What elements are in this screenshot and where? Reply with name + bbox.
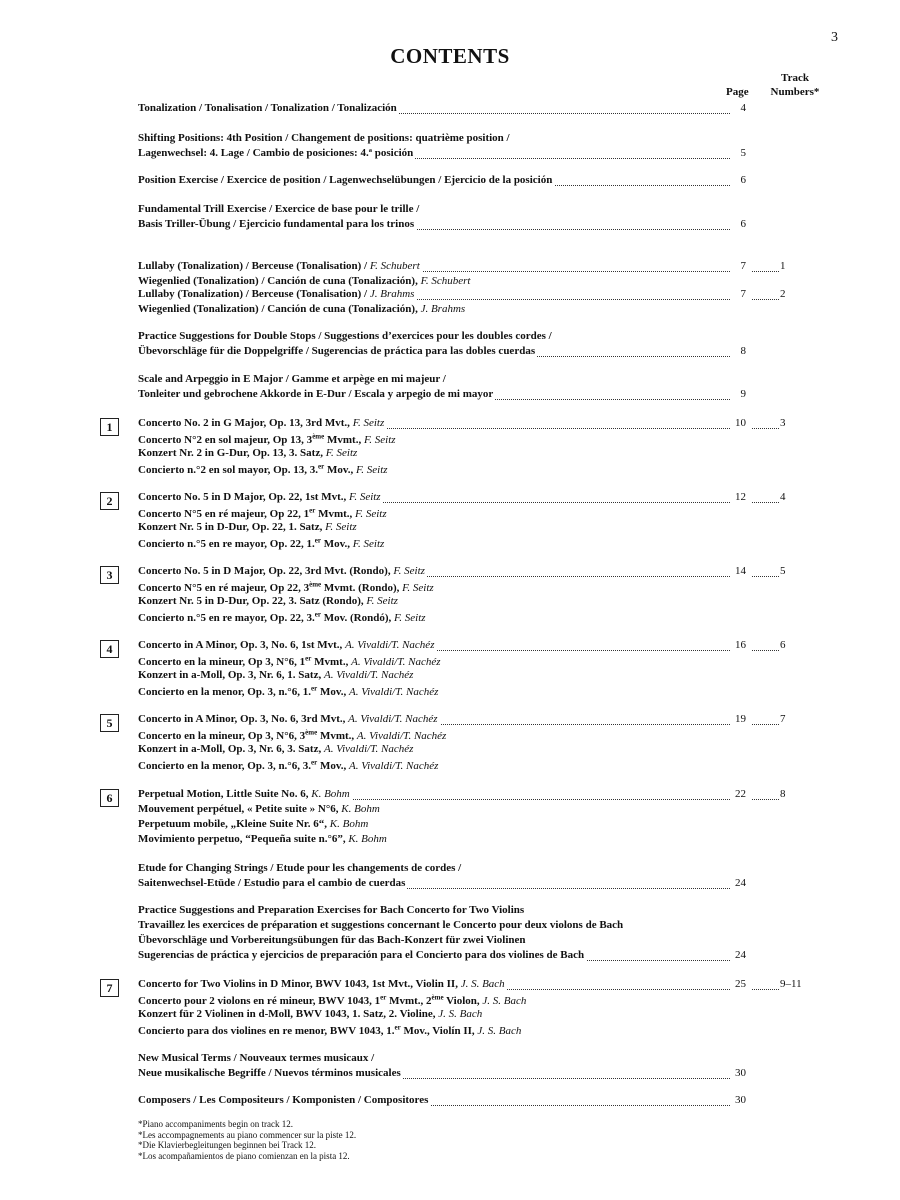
toc-line [138, 417, 828, 432]
toc-line-text: Perpetual Motion, Little Suite No. 6, K. Bohm [138, 788, 350, 800]
section-number-box: 3 [100, 566, 119, 584]
page-ref: 6 [740, 174, 746, 186]
composer-name: F. Seitz [355, 507, 387, 520]
composer-name: A. Vivaldi/T. Nachéz [356, 729, 447, 742]
page-ref: 8 [740, 345, 746, 357]
toc-line-text: Tonleiter und gebrochene Akkorde in E-Dur / Escala y arpegio de mi mayor [138, 388, 494, 400]
track-dot-leader [752, 650, 779, 651]
composer-name: A. Vivaldi/T. Nachéz [348, 713, 438, 725]
composer-name: J. S. Bach [460, 978, 505, 990]
toc-line [138, 260, 828, 275]
section-number-box: 2 [100, 492, 119, 510]
footnote-line: *Les accompagnements au piano commencer sur la piste 12. [138, 1129, 357, 1140]
toc-line [138, 728, 828, 743]
toc-line-text: Shifting Positions: 4th Position / Changement de positions: quatrième position / [138, 132, 510, 144]
toc-line [138, 432, 828, 447]
track-header-line2: Numbers* [770, 86, 820, 98]
toc-line-text: Neue musikalische Begriffe / Nuevos términos musicales [138, 1067, 401, 1079]
track-ref: 6 [780, 639, 786, 651]
toc-entry [138, 491, 828, 551]
composer-name: A. Vivaldi/T. Nachéz [323, 743, 414, 755]
toc-line [138, 580, 828, 595]
composer-name: J. S. Bach [477, 1024, 522, 1037]
toc-line [138, 818, 828, 833]
toc-line [138, 462, 828, 477]
toc-line [138, 373, 828, 388]
composer-name: F. Schubert [420, 275, 471, 287]
toc-entry [138, 713, 828, 773]
page-ref: 22 [735, 788, 746, 800]
toc-line-text: Practice Suggestions and Preparation Exercises for Bach Concerto for Two Violins [138, 904, 525, 916]
toc-line-text: Lullaby (Tonalization) / Berceuse (Tonalisation) / F. Schubert [138, 260, 420, 272]
toc-entry [138, 102, 828, 117]
toc-line-text: Übevorschläge und Vorbereitungsübungen für das Bach-Konzert für zwei Violinen [138, 934, 526, 946]
toc-line [138, 1052, 828, 1067]
toc-line-text: Perpetuum mobile, „Kleine Suite Nr. 6“, K. Bohm [138, 818, 369, 830]
toc-line [138, 536, 828, 551]
toc-line [138, 803, 828, 818]
page-ref: 5 [740, 147, 746, 159]
toc-line-text: Concerto en la mineur, Op 3, N°6, 3ème Mvmt., A. Vivaldi/T. Nachéz [138, 728, 447, 742]
footnote-line: *Piano accompaniments begin on track 12. [138, 1119, 293, 1129]
toc-entry [138, 330, 828, 360]
toc-line [138, 1023, 828, 1038]
toc-line-text: Concierto n.°5 en re mayor, Op. 22, 1.$^{er}$ Mov., F. Seitz [138, 536, 385, 550]
toc-line-text: Konzert Nr. 2 in G-Dur, Op. 13, 3. Satz, F. Seitz [138, 447, 358, 459]
page-ref: 24 [735, 877, 746, 889]
toc-line [138, 713, 828, 728]
toc-line-text: Concerto en la mineur, Op 3, N°6, 1er Mvmt., A. Vivaldi/T. Nachéz [138, 654, 441, 668]
toc-line-text: Konzert Nr. 5 in D-Dur, Op. 22, 1. Satz, F. Seitz [138, 521, 357, 533]
composer-name: J. Brahms [420, 303, 466, 315]
toc-line-text: Concierto para dos violines en re menor, BWV 1043, 1.$^{er}$ Mov., Violín II, J. S. Bach [138, 1023, 522, 1037]
composer-name: F. Seitz [366, 595, 398, 607]
toc-line-text: Lagenwechsel: 4. Lage / Cambio de posiciones: 4.ª posición [138, 147, 414, 159]
section-number-box: 4 [100, 640, 119, 658]
composer-name: J. S. Bach [438, 1008, 483, 1020]
toc-entry [138, 788, 828, 848]
page-ref: 12 [735, 491, 746, 503]
toc-line-text: Konzert Nr. 5 in D-Dur, Op. 22, 3. Satz (Rondo), F. Seitz [138, 595, 398, 607]
toc-line [138, 1094, 828, 1109]
page-column-header: Page [726, 86, 749, 98]
track-dot-leader [752, 576, 779, 577]
toc-line-text: Fundamental Trill Exercise / Exercice de base pour le trille / [138, 203, 420, 215]
toc-line [138, 788, 828, 803]
page-ref: 9 [740, 388, 746, 400]
track-ref: 3 [780, 417, 786, 429]
toc-line [138, 934, 828, 949]
composer-name: A. Vivaldi/T. Nachéz [348, 759, 439, 772]
toc-line-text: Concerto for Two Violins in D Minor, BWV 1043, 1st Mvt., Violin II, J. S. Bach [138, 978, 505, 990]
track-ref: 4 [780, 491, 786, 503]
toc-line [138, 684, 828, 699]
toc-line-text: Practice Suggestions for Double Stops / Suggestions d’exercices pour les doubles cordes / [138, 330, 552, 342]
toc-line [138, 610, 828, 625]
toc-entry [138, 373, 828, 403]
toc-line-text: Scale and Arpeggio in E Major / Gamme et arpège en mi majeur / [138, 373, 446, 385]
track-dot-leader [752, 271, 779, 272]
toc-entry [138, 417, 828, 477]
composer-name: K. Bohm [341, 803, 380, 815]
track-dot-leader [752, 299, 779, 300]
composer-name: F. Seitz [356, 463, 388, 476]
toc-line-text: Movimiento perpetuo, “Pequeña suite n.°6”, K. Bohm [138, 833, 387, 845]
toc-line [138, 1067, 828, 1082]
toc-line [138, 949, 828, 964]
toc-line-text: Konzert in a-Moll, Op. 3, Nr. 6, 1. Satz, A. Vivaldi/T. Nachéz [138, 669, 414, 681]
toc-line-text: Lullaby (Tonalization) / Berceuse (Tonalisation) / J. Brahms [138, 288, 415, 300]
composer-name: K. Bohm [311, 788, 350, 800]
toc-line [138, 993, 828, 1008]
toc-line-text: Wiegenlied (Tonalization) / Canción de cuna (Tonalización), F. Schubert [138, 275, 471, 287]
toc-entry [138, 1052, 828, 1082]
composer-name: F. Seitz [363, 433, 396, 446]
toc-line-text: Etude for Changing Strings / Etude pour les changements de cordes / [138, 862, 462, 874]
section-number-box: 7 [100, 979, 119, 997]
track-ref: 1 [780, 260, 786, 272]
toc-entry [138, 132, 828, 162]
toc-line-text: Mouvement perpétuel, « Petite suite » N°6, K. Bohm [138, 803, 380, 815]
toc-entry [138, 978, 828, 1038]
toc-line [138, 521, 828, 536]
toc-line-text: Concierto en la menor, Op. 3, n.°6, 1.$^{er}$ Mov., A. Vivaldi/T. Nachéz [138, 684, 439, 698]
toc-line [138, 218, 828, 233]
toc-entry [138, 288, 828, 318]
track-ref: 2 [780, 288, 786, 300]
composer-name: A. Vivaldi/T. Nachéz [345, 639, 435, 651]
toc-line-text: Sugerencias de práctica y ejercicios de preparación para el Concierto para dos violines de Bach [138, 949, 585, 961]
page-ref: 7 [740, 260, 746, 272]
toc-line-text: Concerto N°5 en ré majeur, Op 22, 3ème Mvmt. (Rondo), F. Seitz [138, 580, 434, 594]
toc-line [138, 639, 828, 654]
toc-line-text: Concerto No. 2 in G Major, Op. 13, 3rd Mvt., F. Seitz [138, 417, 385, 429]
composer-name: F. Seitz [325, 447, 358, 459]
toc-entry [138, 174, 828, 189]
section-number-box: 1 [100, 418, 119, 436]
toc-line-text: Concerto N°5 en ré majeur, Op 22, 1er Mvmt., F. Seitz [138, 506, 387, 520]
toc-line [138, 491, 828, 506]
page-ref: 16 [735, 639, 746, 651]
page-ref: 19 [735, 713, 746, 725]
toc-line [138, 654, 828, 669]
toc-line [138, 669, 828, 684]
toc-line-text: Concerto N°2 en sol majeur, Op 13, 3ème Mvmt., F. Seitz [138, 432, 396, 446]
toc-line [138, 758, 828, 773]
page-ref: 7 [740, 288, 746, 300]
page-ref: 4 [740, 102, 746, 114]
footnote-line: *Die Klavierbegleitungen beginnen bei Track 12. [138, 1140, 316, 1150]
toc-line-text: Concerto No. 5 in D Major, Op. 22, 1st Mvt., F. Seitz [138, 491, 381, 503]
toc-line-text: Concerto pour 2 violons en ré mineur, BWV 1043, 1er Mvmt., 2ème Violon, J. S. Bach [138, 993, 527, 1007]
toc-line [138, 565, 828, 580]
composer-name: F. Seitz [352, 417, 385, 429]
section-number-box: 6 [100, 789, 119, 807]
toc-line [138, 919, 828, 934]
toc-line [138, 102, 828, 117]
toc-line [138, 203, 828, 218]
toc-line-text: Wiegenlied (Tonalization) / Canción de cuna (Tonalización), J. Brahms [138, 303, 466, 315]
toc-line [138, 147, 828, 162]
page-ref: 14 [735, 565, 746, 577]
toc-line [138, 833, 828, 848]
composer-name: A. Vivaldi/T. Nachéz [323, 669, 414, 681]
toc-line-text: Concerto in A Minor, Op. 3, No. 6, 3rd Mvt., A. Vivaldi/T. Nachéz [138, 713, 438, 725]
toc-line [138, 447, 828, 462]
composer-name: J. S. Bach [482, 994, 527, 1007]
composer-name: F. Seitz [393, 611, 426, 624]
track-ref: 9–11 [780, 978, 802, 990]
toc-line-text: Konzert in a-Moll, Op. 3, Nr. 6, 3. Satz, A. Vivaldi/T. Nachéz [138, 743, 414, 755]
track-dot-leader [752, 989, 779, 990]
composer-name: F. Schubert [369, 260, 420, 272]
track-dot-leader [752, 502, 779, 503]
page-ref: 30 [735, 1094, 746, 1106]
track-dot-leader [752, 724, 779, 725]
toc-line [138, 330, 828, 345]
toc-entry [138, 639, 828, 699]
toc-line-text: Composers / Les Compositeurs / Komponisten / Compositores [138, 1094, 429, 1106]
toc-entry [138, 203, 828, 233]
toc-line [138, 595, 828, 610]
footnotes [138, 1119, 356, 1161]
toc-line [138, 303, 828, 318]
track-ref: 7 [780, 713, 786, 725]
toc-line-text: Basis Triller-Übung / Ejercicio fundamental para los trinos [138, 218, 415, 230]
toc-line [138, 743, 828, 758]
page-ref: 24 [735, 949, 746, 961]
toc-line [138, 288, 828, 303]
track-column-header [766, 71, 824, 99]
page-title: CONTENTS [390, 44, 510, 68]
composer-name: K. Bohm [348, 833, 387, 845]
toc-entry [138, 862, 828, 892]
page-ref: 10 [735, 417, 746, 429]
toc-line-text: Position Exercise / Exercice de position / Lagenwechselübungen / Ejercicio de la posición [138, 174, 553, 186]
toc-entry [138, 260, 828, 290]
composer-name: F. Seitz [402, 581, 434, 594]
toc-line [138, 174, 828, 189]
composer-name: F. Seitz [349, 491, 381, 503]
composer-name: A. Vivaldi/T. Nachéz [351, 655, 441, 668]
composer-name: J. Brahms [369, 288, 415, 300]
section-number-box: 5 [100, 714, 119, 732]
toc-line-text: Concierto n.°5 en re mayor, Op. 22, 3.$^{er}$ Mov. (Rondó), F. Seitz [138, 610, 426, 624]
toc-line [138, 978, 828, 993]
track-dot-leader [752, 428, 779, 429]
toc-line-text: Travaillez les exercices de préparation et suggestions concernant le Concerto pour deux violons de Bach [138, 919, 624, 931]
toc-line-text: Konzert für 2 Violinen in d-Moll, BWV 1043, 1. Satz, 2. Violine, J. S. Bach [138, 1008, 483, 1020]
toc-line-text: Concierto n.°2 en sol mayor, Op. 13, 3.$^{er}$ Mov., F. Seitz [138, 462, 388, 476]
toc-entry [138, 565, 828, 625]
toc-line [138, 345, 828, 360]
page-ref: 30 [735, 1067, 746, 1079]
page-number: 3 [831, 30, 838, 45]
toc-line-text: Concerto No. 5 in D Major, Op. 22, 3rd Mvt. (Rondo), F. Seitz [138, 565, 425, 577]
track-dot-leader [752, 799, 779, 800]
track-ref: 8 [780, 788, 786, 800]
toc-line [138, 862, 828, 877]
footnote-line: *Los acompañamientos de piano comienzan en la pista 12. [138, 1150, 350, 1161]
toc-entry [138, 904, 828, 964]
toc-line-text: New Musical Terms / Nouveaux termes musicaux / [138, 1052, 375, 1064]
toc-line-text: Saitenwechsel-Etüde / Estudio para el cambio de cuerdas [138, 877, 406, 889]
composer-name: A. Vivaldi/T. Nachéz [348, 685, 439, 698]
track-ref: 5 [780, 565, 786, 577]
toc-line [138, 904, 828, 919]
composer-name: K. Bohm [329, 818, 369, 830]
toc-line-text: Übevorschläge für die Doppelgriffe / Sugerencias de práctica para las dobles cuerdas [138, 345, 536, 357]
toc-line-text: Concerto in A Minor, Op. 3, No. 6, 1st Mvt., A. Vivaldi/T. Nachéz [138, 639, 435, 651]
toc-line [138, 877, 828, 892]
toc-line-text: Tonalization / Tonalisation / Tonalization / Tonalización [138, 102, 397, 114]
composer-name: F. Seitz [325, 521, 357, 533]
toc-line [138, 132, 828, 147]
composer-name: F. Seitz [352, 537, 385, 550]
toc-line [138, 506, 828, 521]
toc-line [138, 388, 828, 403]
track-header-line1: Track [781, 72, 809, 84]
toc-line-text: Concierto en la menor, Op. 3, n.°6, 3.$^{er}$ Mov., A. Vivaldi/T. Nachéz [138, 758, 439, 772]
toc-entry [138, 1094, 828, 1109]
toc-line [138, 1008, 828, 1023]
composer-name: F. Seitz [393, 565, 425, 577]
page-ref: 6 [740, 218, 746, 230]
page-ref: 25 [735, 978, 746, 990]
